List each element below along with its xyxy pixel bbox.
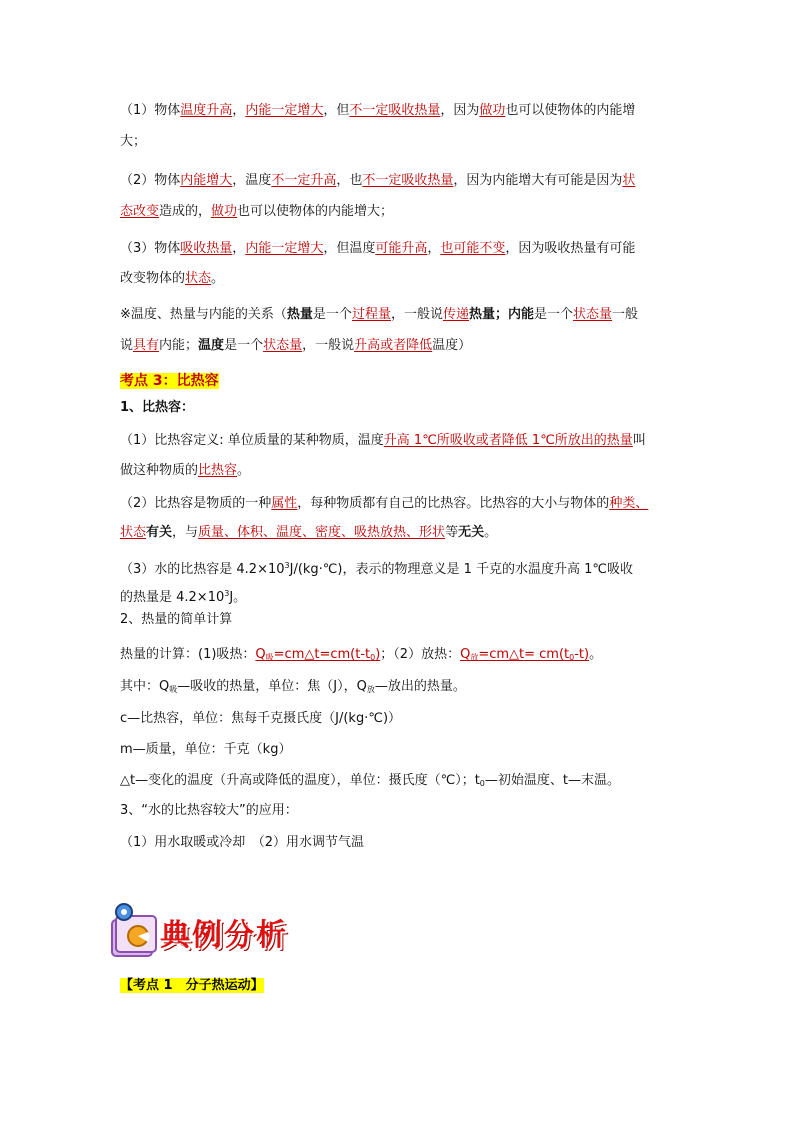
point-1-heading [120, 977, 264, 995]
text: —放出的热量。 [374, 679, 466, 694]
text: —初始温度、t—末温。 [484, 773, 620, 788]
red-keyword: 做功 [479, 103, 506, 118]
text: △t—变化的温度（升高或降低的温度），单位：摄氏度（℃）；t [120, 773, 480, 788]
text: ※温度、热量与内能的关系（ [120, 307, 287, 322]
banner-title: 典例分析 [160, 918, 288, 953]
text: ，一般说 [390, 307, 443, 322]
subscript: 0 [479, 779, 485, 788]
subscript: 放 [366, 685, 375, 694]
red-keyword: 属性 [271, 496, 298, 511]
red-keyword: 状态量 [573, 307, 613, 322]
text: ，每种物质都有自己的比热容。比热容的大小与物体的 [297, 496, 610, 511]
bold-term: 温度 [198, 338, 225, 353]
para-2-line-2 [120, 203, 393, 221]
text: （3）物体 [120, 241, 181, 256]
c-definition: c—比热容，单位：焦每千克摄氏度（J/(kg·℃)） [120, 711, 402, 726]
text: 温度） [432, 338, 472, 353]
text: ，但 [323, 103, 350, 118]
red-keyword: 吸收热量 [180, 241, 233, 256]
text: ；（2）放热： [380, 647, 461, 662]
red-keyword: 状态 [120, 525, 147, 540]
property-line-1 [120, 495, 648, 513]
text: ，也 [336, 173, 363, 188]
bold-term: 热量； [468, 307, 508, 322]
text: （2）比热容是物质的一种 [120, 496, 272, 511]
text: ，一般说 [302, 338, 355, 353]
red-keyword: 具有 [133, 338, 160, 353]
text: 是一个 [224, 338, 264, 353]
red-keyword: 状 [622, 173, 636, 188]
text: =cm△t=cm(t-t [273, 647, 371, 662]
bold-term: 无关 [458, 525, 485, 540]
where-line [120, 678, 466, 699]
text: 说 [120, 338, 134, 353]
red-keyword: 可能升高 [375, 241, 428, 256]
text: 做这种物质的 [120, 463, 199, 478]
text: -t) [574, 647, 590, 662]
text: 的热量是 4.2×10 [120, 590, 225, 605]
red-keyword: 不一定吸收热量 [362, 173, 454, 188]
definition-line-1 [120, 432, 646, 450]
red-keyword: 不一定升高 [271, 173, 337, 188]
text: ，温度 [232, 173, 272, 188]
subsection-2-title: 2、热量的简单计算 [120, 612, 233, 627]
text: Q [460, 647, 471, 662]
formula-release [460, 647, 589, 662]
text: ，因为 [440, 103, 480, 118]
subsection-1-title: 1、比热容： [120, 400, 195, 415]
text: ， [232, 103, 246, 118]
para-2-line-1 [120, 172, 635, 190]
text: 造成的， [159, 204, 212, 219]
red-keyword: 传递 [442, 307, 469, 322]
text: 也可以使物体的内能增大； [237, 204, 394, 219]
subsection-3-title: 3、“水的比热容较大”的应用： [120, 803, 298, 818]
subscript: 吸 [265, 653, 274, 662]
property-line-2 [120, 524, 497, 542]
water-line-2 [120, 585, 246, 607]
para-3-line-1 [120, 240, 635, 258]
text: —吸收的热量，单位：焦（J），Q [177, 679, 367, 694]
red-keyword: 内能一定增大 [245, 241, 324, 256]
red-keyword: 内能增大 [180, 173, 233, 188]
red-keyword: 种类、 [609, 496, 649, 511]
red-keyword: 状态 [185, 271, 212, 286]
text: ， [427, 241, 441, 256]
red-keyword: 做功 [211, 204, 238, 219]
subscript: 0 [569, 653, 575, 662]
red-keyword: 不一定吸收热量 [349, 103, 441, 118]
red-keyword: 状态量 [263, 338, 303, 353]
text: 。 [589, 647, 603, 662]
red-keyword: 质量、体积、温度、密度、吸热放热、形状 [198, 525, 446, 540]
text: 。 [484, 525, 498, 540]
red-keyword: 升高 1℃所吸收或者降低 1℃所放出的热量 [383, 433, 633, 448]
text: （3）水的比热容是 4.2×10 [120, 562, 285, 577]
point-1-title: 【考点 1 分子热运动】 [120, 978, 264, 993]
m-definition: m—质量，单位：千克（kg） [120, 742, 292, 757]
text: ， [232, 241, 246, 256]
red-keyword: 比热容 [198, 463, 238, 478]
red-keyword: 升高或者降低 [354, 338, 433, 353]
text: 。 [211, 271, 225, 286]
text: J。 [229, 590, 247, 605]
text: ，与 [172, 525, 199, 540]
text: 改变物体的 [120, 271, 186, 286]
bold-term: 内能 [508, 307, 535, 322]
para-1-line-2: 大； [120, 134, 147, 149]
text: 叫 [632, 433, 646, 448]
red-keyword: 态改变 [120, 204, 160, 219]
text: 也可以使物体的内能增 [505, 103, 636, 118]
superscript: 3 [284, 561, 290, 570]
text: （2）物体 [120, 173, 181, 188]
para-3-line-2 [120, 270, 224, 288]
red-keyword: 温度升高 [180, 103, 233, 118]
text: 其中：Q [120, 679, 170, 694]
text: 是一个 [312, 307, 352, 322]
text: 。 [237, 463, 251, 478]
text: J/(kg·℃)，表示的物理意义是 1 千克的水温度升高 1℃吸收 [289, 562, 634, 577]
text: 等 [445, 525, 459, 540]
dt-definition [120, 772, 620, 793]
text: 一般 [612, 307, 639, 322]
subscript: 放 [470, 653, 479, 662]
section-heading [120, 372, 219, 390]
section-title: 考点 3：比热容 [120, 373, 219, 389]
note-line-2 [120, 337, 471, 355]
text: 内能； [159, 338, 199, 353]
text: 是一个 [534, 307, 574, 322]
text: =cm△t= cm(t [478, 647, 570, 662]
formula-absorb [255, 647, 380, 662]
text: Q [255, 647, 266, 662]
superscript: 3 [224, 589, 230, 598]
subscript: 吸 [169, 685, 178, 694]
applications-line: （1）用水取暖或冷却 （2）用水调节气温 [120, 835, 365, 850]
bold-term: 有关 [146, 525, 173, 540]
calc-line [120, 646, 602, 667]
para-1-line-1 [120, 102, 635, 120]
bold-term: 热量 [286, 307, 313, 322]
note-line-1 [120, 306, 638, 324]
red-keyword: 也可能不变 [440, 241, 506, 256]
water-line-1 [120, 557, 633, 579]
subscript: 0 [370, 653, 376, 662]
text: ) [375, 647, 381, 662]
text: （1）比热容定义: 单位质量的某种物质，温度 [120, 433, 384, 448]
text: ，但温度 [323, 241, 376, 256]
text: ，因为吸收热量有可能 [505, 241, 636, 256]
red-keyword: 内能一定增大 [245, 103, 324, 118]
red-keyword: 过程量 [351, 307, 391, 322]
text: 热量的计算：(1)吸热： [120, 647, 256, 662]
definition-line-2 [120, 462, 250, 480]
text: ，因为内能增大有可能是因为 [453, 173, 623, 188]
text: （1）物体 [120, 103, 181, 118]
